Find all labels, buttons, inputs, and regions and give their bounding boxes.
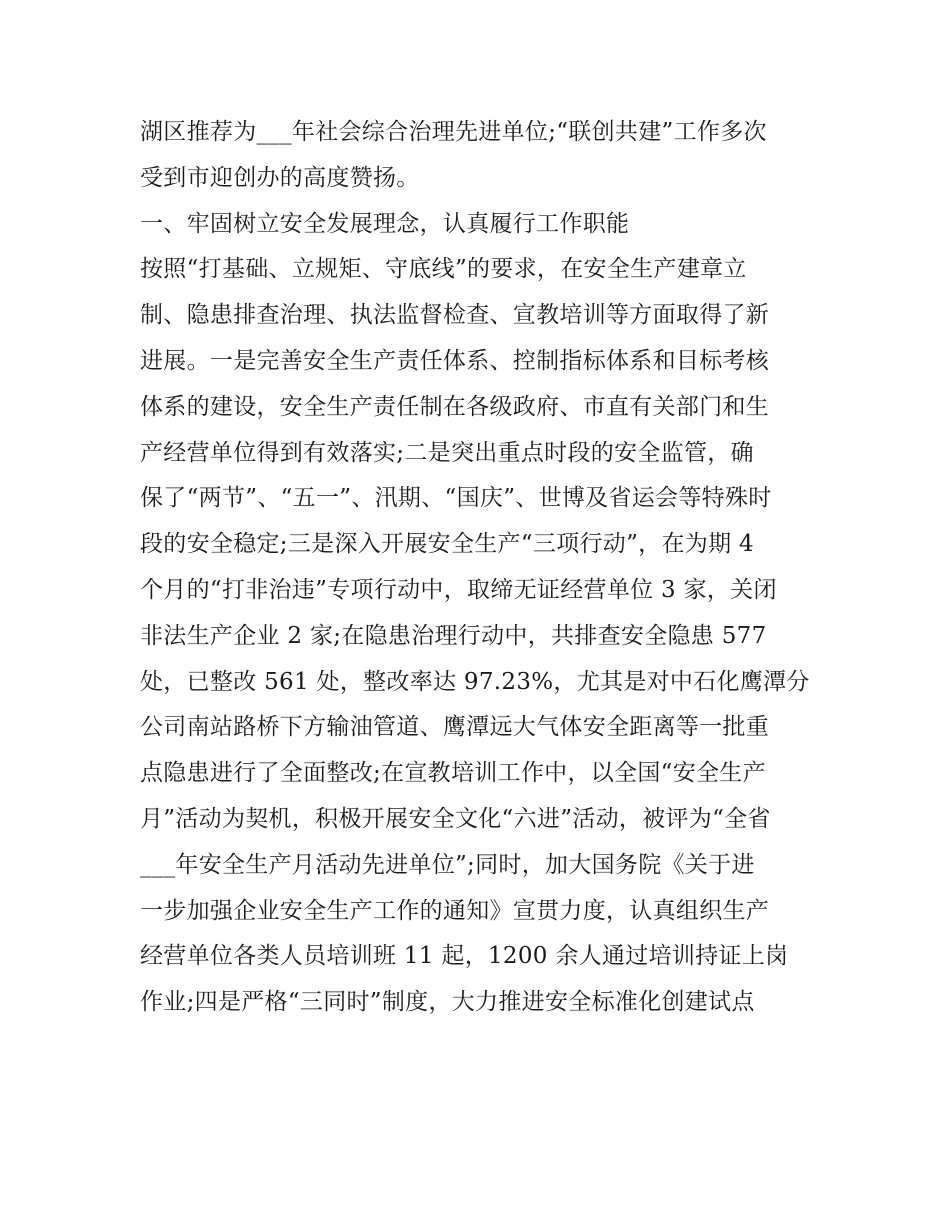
text-line: 处，已整改 561 处，整改率达 97.23%，尤其是对中石化鹰潭分: [140, 668, 810, 695]
text-line: 经营单位各类人员培训班 11 起，1200 余人通过培训持证上岗: [140, 943, 789, 970]
text-line: 一步加强企业安全生产工作的通知》宣贯力度，认真组织生产: [140, 897, 770, 924]
text-line: ___年安全生产月活动先进单位”;同时，加大国务院《关于进: [140, 851, 755, 878]
text-line: 制、隐患排查治理、执法监督检查、宣教培训等方面取得了新: [140, 302, 770, 329]
text-line: 按照“打基础、立规矩、守底线”的要求，在安全生产建章立: [140, 256, 747, 283]
text-line: 非法生产企业 2 家;在隐患治理行动中，共排查安全隐患 577: [140, 622, 767, 649]
section-heading: 一、牢固树立安全发展理念，认真履行工作职能: [140, 210, 630, 237]
text-line: 湖区推荐为___年社会综合治理先进单位;“联创共建”工作多次: [140, 119, 767, 145]
text-line: 产经营单位得到有效落实;二是突出重点时段的安全监管，确: [140, 439, 754, 466]
body-text: [140, 110, 830, 1026]
text-line: 月”活动为契机，积极开展安全文化“六进”活动，被评为“全省: [140, 805, 771, 832]
text-line: 作业;四是严格“三同时”制度，大力推进安全标准化创建试点: [140, 989, 755, 1016]
text-line: 保了“两节”、“五一”、汛期、“国庆”、世博及省运会等特殊时: [140, 485, 772, 512]
text-line: 个月的“打非治违”专项行动中，取缔无证经营单位 3 家，关闭: [140, 576, 777, 603]
text-line: 受到市迎创办的高度赞扬。: [140, 164, 420, 191]
text-line: 体系的建设，安全生产责任制在各级政府、市直有关部门和生: [140, 393, 770, 420]
text-line: 点隐患进行了全面整改;在宣教培训工作中，以全国“安全生产: [140, 760, 766, 787]
text-line: 进展。一是完善安全生产责任体系、控制指标体系和目标考核: [140, 347, 770, 374]
text-line: 公司南站路桥下方输油管道、鹰潭远大气体安全距离等一批重: [140, 714, 770, 741]
text-line: 段的安全稳定;三是深入开展安全生产“三项行动”，在为期 4: [140, 531, 754, 558]
